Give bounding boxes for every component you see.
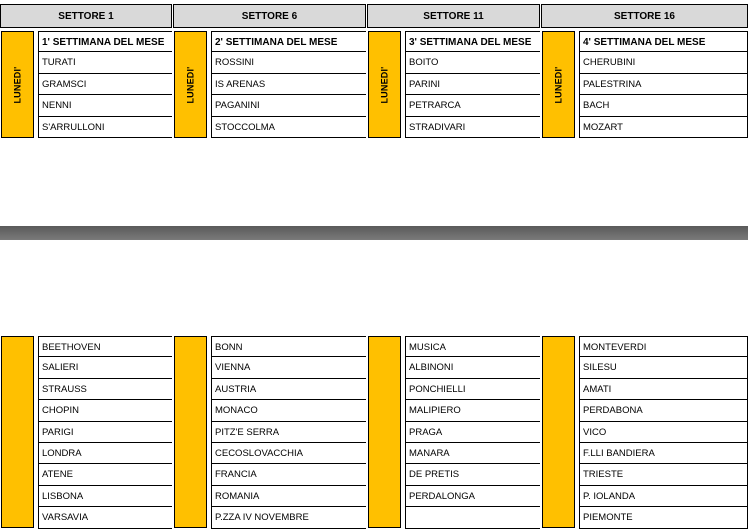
street-row: P. IOLANDA <box>579 486 748 507</box>
street-row: MONTEVERDI <box>579 336 748 357</box>
top-block-1 <box>1 31 172 138</box>
street-row: IS ARENAS <box>211 74 366 95</box>
street-list <box>211 336 366 529</box>
page-separator-band <box>0 226 748 240</box>
street-row: DE PRETIS <box>405 464 540 485</box>
week-title: 2' SETTIMANA DEL MESE <box>211 31 366 52</box>
street-row: PARIGI <box>38 422 172 443</box>
street-row: BACH <box>579 95 748 116</box>
street-row: PERDABONA <box>579 400 748 421</box>
street-row: PARINI <box>405 74 540 95</box>
street-row: LISBONA <box>38 486 172 507</box>
top-block-4 <box>542 31 748 138</box>
week-title: 1' SETTIMANA DEL MESE <box>38 31 172 52</box>
street-row: VARSAVIA <box>38 507 172 528</box>
street-list <box>579 336 748 529</box>
street-list <box>211 31 366 138</box>
day-label: LUNEDI' <box>379 65 390 104</box>
street-row: BOITO <box>405 52 540 73</box>
day-label: LUNEDI' <box>185 65 196 104</box>
day-bar <box>368 31 401 138</box>
street-row: CHERUBINI <box>579 52 748 73</box>
street-row <box>405 507 540 528</box>
top-block-3 <box>368 31 540 138</box>
street-row: P.ZZA IV NOVEMBRE <box>211 507 366 528</box>
street-row: STRADIVARI <box>405 117 540 138</box>
day-label: LUNEDI' <box>553 65 564 104</box>
bottom-block-1 <box>1 336 172 528</box>
week-title: 3' SETTIMANA DEL MESE <box>405 31 540 52</box>
street-row: TURATI <box>38 52 172 73</box>
street-row: GRAMSCI <box>38 74 172 95</box>
street-row: AMATI <box>579 379 748 400</box>
street-list <box>405 336 540 529</box>
street-row: CHOPIN <box>38 400 172 421</box>
street-row: MUSICA <box>405 336 540 357</box>
bottom-block-2 <box>174 336 366 528</box>
street-row: PIEMONTE <box>579 507 748 528</box>
street-row: BEETHOVEN <box>38 336 172 357</box>
street-row: ROSSINI <box>211 52 366 73</box>
street-row: LONDRA <box>38 443 172 464</box>
day-bar <box>1 336 34 528</box>
header-settore-6: SETTORE 6 <box>173 4 366 28</box>
day-bar <box>542 31 575 138</box>
header-settore-11: SETTORE 11 <box>367 4 540 28</box>
street-row: PONCHIELLI <box>405 379 540 400</box>
street-row: PITZ'E SERRA <box>211 422 366 443</box>
day-bar <box>542 336 575 528</box>
street-row: AUSTRIA <box>211 379 366 400</box>
street-row: PAGANINI <box>211 95 366 116</box>
street-row: VICO <box>579 422 748 443</box>
street-row: BONN <box>211 336 366 357</box>
day-bar <box>368 336 401 528</box>
day-bar <box>174 336 207 528</box>
street-row: FRANCIA <box>211 464 366 485</box>
bottom-block-3 <box>368 336 540 528</box>
header-settore-16: SETTORE 16 <box>541 4 748 28</box>
street-row: MOZART <box>579 117 748 138</box>
street-list <box>38 31 172 138</box>
street-list <box>38 336 172 529</box>
street-row: PALESTRINA <box>579 74 748 95</box>
street-row: PERDALONGA <box>405 486 540 507</box>
street-row: MANARA <box>405 443 540 464</box>
street-row: S'ARRULLONI <box>38 117 172 138</box>
street-row: MALIPIERO <box>405 400 540 421</box>
street-list <box>579 31 748 138</box>
day-bar <box>1 31 34 138</box>
street-row: NENNI <box>38 95 172 116</box>
street-row: MONACO <box>211 400 366 421</box>
day-bar <box>174 31 207 138</box>
street-row: PRAGA <box>405 422 540 443</box>
street-row: STOCCOLMA <box>211 117 366 138</box>
street-row: ROMANIA <box>211 486 366 507</box>
street-row: SALIERI <box>38 357 172 378</box>
street-row: CECOSLOVACCHIA <box>211 443 366 464</box>
street-row: VIENNA <box>211 357 366 378</box>
street-row: ALBINONI <box>405 357 540 378</box>
street-row: SILESU <box>579 357 748 378</box>
street-list <box>405 31 540 138</box>
week-title: 4' SETTIMANA DEL MESE <box>579 31 748 52</box>
street-row: ATENE <box>38 464 172 485</box>
street-row: PETRARCA <box>405 95 540 116</box>
header-settore-1: SETTORE 1 <box>0 4 172 28</box>
street-row: F.LLI BANDIERA <box>579 443 748 464</box>
street-row: TRIESTE <box>579 464 748 485</box>
street-row: STRAUSS <box>38 379 172 400</box>
day-label: LUNEDI' <box>12 65 23 104</box>
top-block-2 <box>174 31 366 138</box>
bottom-block-4 <box>542 336 748 528</box>
